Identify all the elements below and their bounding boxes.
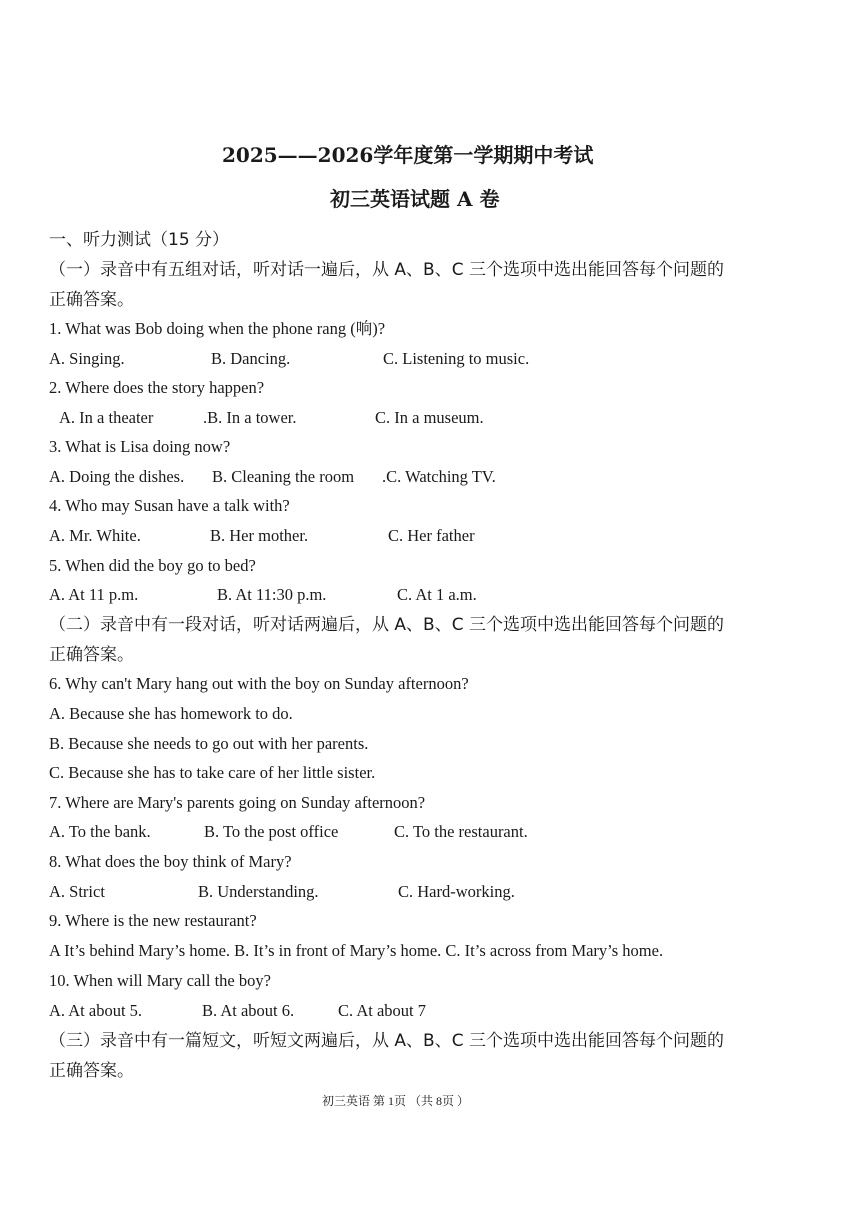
part1-instruction-cont: 正确答案。 <box>49 290 134 310</box>
q4-option-c: C. Her father <box>388 526 475 545</box>
q4-option-a: A. Mr. White. <box>49 526 141 545</box>
question-8: 8. What does the boy think of Mary? <box>49 852 292 871</box>
question-7: 7. Where are Mary's parents going on Sunday afternoon? <box>49 793 426 812</box>
q6-option-c: C. Because she has to take care of her little sister. <box>49 763 376 782</box>
question-9: 9. Where is the new restaurant? <box>49 911 257 930</box>
q1-option-a: A. Singing. <box>49 349 125 368</box>
q3-option-c: .C. Watching TV. <box>382 467 496 486</box>
q5-option-c: C. At 1 a.m. <box>397 585 477 604</box>
q3-option-b: B. Cleaning the room <box>212 467 355 486</box>
question-5: 5. When did the boy go to bed? <box>49 556 256 575</box>
part3-instruction-cont: 正确答案。 <box>49 1061 134 1081</box>
q7-option-a: A. To the bank. <box>49 822 151 841</box>
question-4: 4. Who may Susan have a talk with? <box>49 496 290 515</box>
q10-option-a: A. At about 5. <box>49 1001 143 1020</box>
part3-instruction: （三）录音中有一篇短文，听短文两遍后，从 A、B、C 三个选项中选出能回答每个问题的 <box>49 1031 724 1051</box>
q2-option-b: .B. In a tower. <box>203 408 297 427</box>
part2-instruction: （二）录音中有一段对话，听对话两遍后，从 A、B、C 三个选项中选出能回答每个问题的 <box>49 615 724 635</box>
q6-option-a: A. Because she has homework to do. <box>49 704 293 723</box>
page-title: 2025——2026学年度第一学期期中考试 <box>222 143 594 167</box>
question-3: 3. What is Lisa doing now? <box>49 437 231 456</box>
q1-option-b: B. Dancing. <box>211 349 291 368</box>
question-6: 6. Why can't Mary hang out with the boy on Sunday afternoon? <box>49 674 469 693</box>
page-subtitle: 初三英语试题 A 卷 <box>330 187 500 211</box>
q10-option-b: B. At about 6. <box>202 1001 295 1020</box>
q9-options: A It’s behind Mary’s home. B. It’s in front of Mary’s home. C. It’s across from Mary’s home. <box>49 941 664 960</box>
q8-option-a: A. Strict <box>49 882 105 901</box>
q2-option-c: C. In a museum. <box>375 408 484 427</box>
q1-option-c: C. Listening to music. <box>383 349 530 368</box>
q2-option-a: A. In a theater <box>59 408 154 427</box>
q5-option-a: A. At 11 p.m. <box>49 585 139 604</box>
question-1: 1. What was Bob doing when the phone rang (响)? <box>49 319 386 338</box>
q7-option-c: C. To the restaurant. <box>394 822 528 841</box>
q6-option-b: B. Because she needs to go out with her parents. <box>49 734 369 753</box>
q5-option-b: B. At 11:30 p.m. <box>217 585 327 604</box>
q10-option-c: C. At about 7 <box>338 1001 427 1020</box>
q8-option-b: B. Understanding. <box>198 882 319 901</box>
q4-option-b: B. Her mother. <box>210 526 309 545</box>
q7-option-b: B. To the post office <box>204 822 339 841</box>
question-2: 2. Where does the story happen? <box>49 378 265 397</box>
part2-instruction-cont: 正确答案。 <box>49 645 134 665</box>
part1-instruction: （一）录音中有五组对话，听对话一遍后，从 A、B、C 三个选项中选出能回答每个问题的 <box>49 260 724 280</box>
q8-option-c: C. Hard-working. <box>398 882 515 901</box>
page-footer: 初三英语 第 1页 （共 8页 ） <box>322 1094 470 1108</box>
section-heading-listening: 一、听力测试（15 分） <box>49 230 230 250</box>
q3-option-a: A. Doing the dishes. <box>49 467 185 486</box>
question-10: 10. When will Mary call the boy? <box>49 971 271 990</box>
